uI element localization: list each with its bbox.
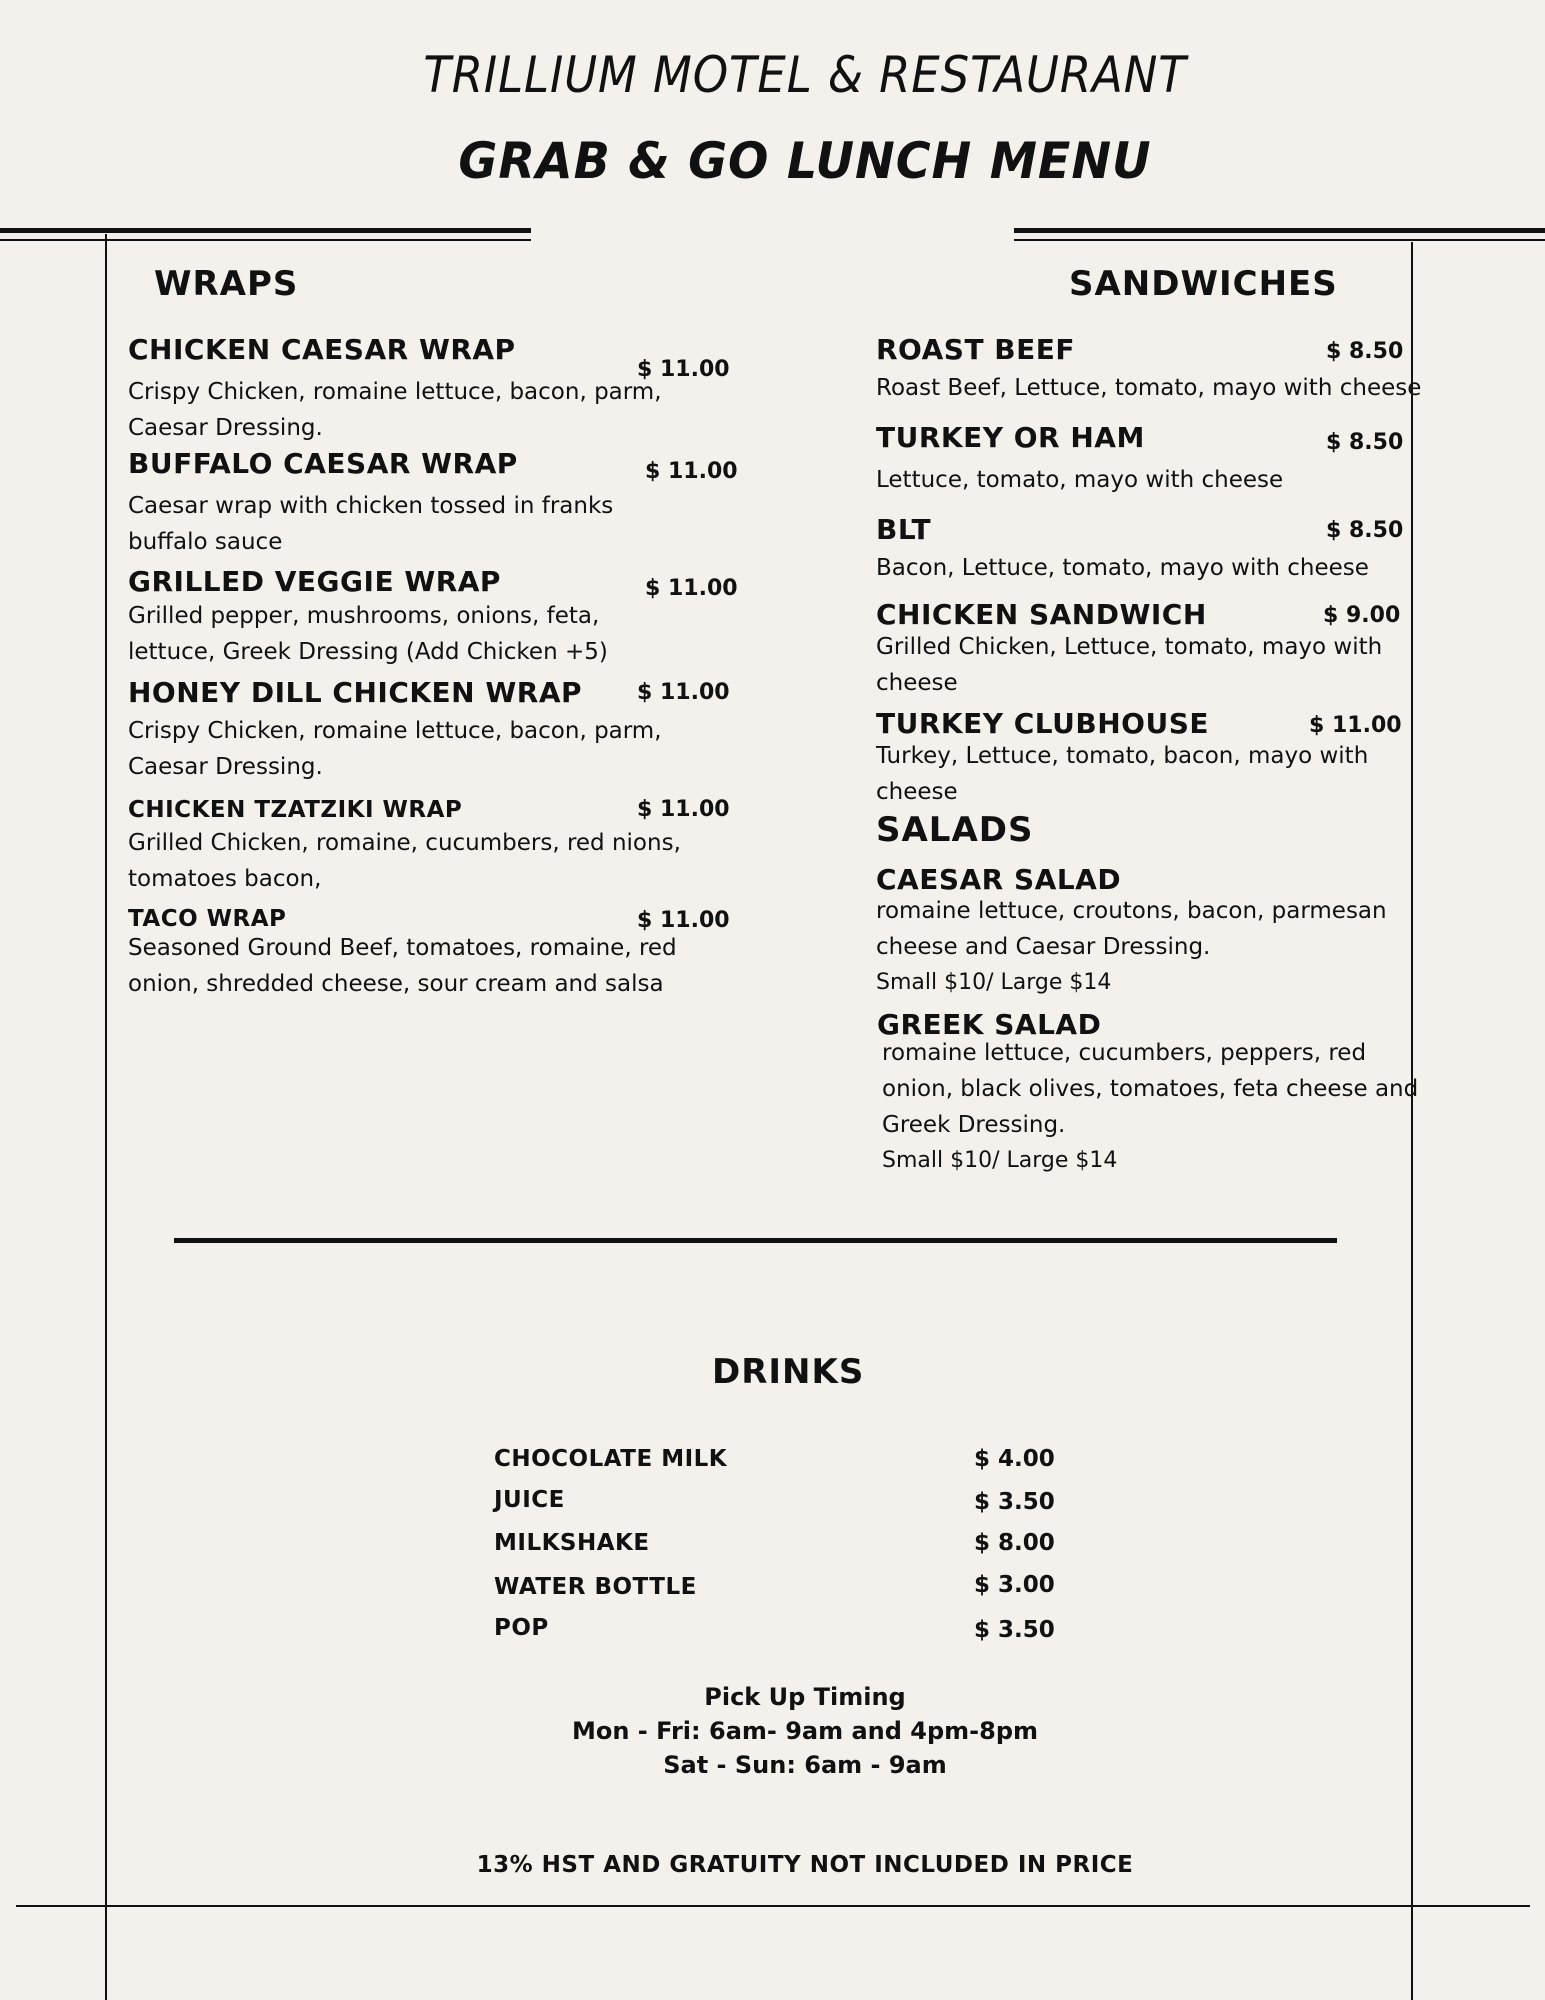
item-desc: cheese and Caesar Dressing.: [876, 934, 1211, 960]
item-desc: Crispy Chicken, romaine lettuce, bacon, parm,: [128, 718, 662, 744]
item-desc: Bacon, Lettuce, tomato, mayo with cheese: [876, 555, 1369, 581]
item-name: GREEK SALAD: [877, 1008, 1102, 1041]
item-name: CHICKEN SANDWICH: [876, 598, 1207, 631]
salads-heading: SALADS: [876, 810, 1034, 850]
item-price: $ 11.00: [645, 459, 738, 484]
item-price: $ 11.00: [637, 680, 730, 705]
item-desc: lettuce, Greek Dressing (Add Chicken +5): [128, 639, 608, 665]
item-price: $ 11.00: [637, 797, 730, 822]
item-desc: onion, black olives, tomatoes, feta cheese and: [882, 1076, 1419, 1102]
item-desc: Seasoned Ground Beef, tomatoes, romaine, red: [128, 935, 677, 961]
top-rule-left-thin: [0, 239, 531, 241]
pickup-weekend: Sat - Sun: 6am - 9am: [663, 1751, 947, 1779]
item-desc: cheese: [876, 670, 958, 696]
pickup-heading: Pick Up Timing: [704, 1683, 906, 1711]
tax-note: 13% HST AND GRATUITY NOT INCLUDED IN PRICE: [476, 1852, 1134, 1878]
item-desc: romaine lettuce, cucumbers, peppers, red: [882, 1040, 1367, 1066]
item-desc: Crispy Chicken, romaine lettuce, bacon, parm,: [128, 379, 662, 405]
drinks-heading: DRINKS: [712, 1352, 865, 1392]
drink-name: MILKSHAKE: [494, 1530, 650, 1556]
section-divider: [174, 1238, 1337, 1243]
item-desc: Lettuce, tomato, mayo with cheese: [876, 467, 1284, 493]
drink-price: $ 3.00: [974, 1572, 1055, 1598]
drink-name: JUICE: [494, 1487, 565, 1513]
drink-name: CHOCOLATE MILK: [494, 1446, 728, 1472]
sandwiches-heading: SANDWICHES: [1069, 264, 1338, 304]
item-desc: Roast Beef, Lettuce, tomato, mayo with cheese: [876, 375, 1422, 401]
drink-price: $ 4.00: [974, 1446, 1055, 1472]
restaurant-name: TRILLIUM MOTEL & RESTAURANT: [423, 46, 1187, 104]
item-desc: Grilled pepper, mushrooms, onions, feta,: [128, 603, 600, 629]
item-name: TURKEY CLUBHOUSE: [876, 707, 1209, 740]
item-price: $ 8.50: [1326, 430, 1404, 455]
item-name: GRILLED VEGGIE WRAP: [128, 565, 501, 598]
top-rule-left-thick: [0, 228, 531, 233]
menu-title: GRAB & GO LUNCH MENU: [458, 132, 1152, 190]
item-name: BLT: [876, 513, 932, 546]
drink-name: POP: [494, 1615, 549, 1641]
top-rule-right-thin: [1014, 239, 1545, 241]
drink-price: $ 8.00: [974, 1530, 1055, 1556]
item-name: CAESAR SALAD: [876, 863, 1122, 896]
item-name: ROAST BEEF: [876, 333, 1076, 366]
item-desc: Small $10/ Large $14: [876, 970, 1112, 995]
wraps-heading: WRAPS: [154, 264, 299, 304]
item-desc: tomatoes bacon,: [128, 866, 322, 892]
item-name: CHICKEN TZATZIKI WRAP: [128, 797, 463, 823]
drink-price: $ 3.50: [974, 1489, 1055, 1515]
item-name: BUFFALO CAESAR WRAP: [128, 447, 518, 480]
item-price: $ 11.00: [645, 576, 738, 601]
drink-price: $ 3.50: [974, 1617, 1055, 1643]
top-rule-right-thick: [1014, 228, 1545, 233]
item-desc: cheese: [876, 779, 958, 805]
item-desc: Small $10/ Large $14: [882, 1148, 1118, 1173]
item-price: $ 8.50: [1326, 339, 1404, 364]
item-desc: Grilled Chicken, Lettuce, tomato, mayo with: [876, 634, 1383, 660]
item-price: $ 9.00: [1323, 603, 1401, 628]
item-desc: Caesar Dressing.: [128, 415, 323, 441]
pickup-weekday: Mon - Fri: 6am- 9am and 4pm-8pm: [571, 1717, 1039, 1745]
item-desc: Caesar wrap with chicken tossed in franks: [128, 493, 614, 519]
item-desc: Turkey, Lettuce, tomato, bacon, mayo with: [876, 743, 1369, 769]
item-desc: romaine lettuce, croutons, bacon, parmesan: [876, 898, 1387, 924]
item-name: TACO WRAP: [128, 906, 287, 932]
item-name: HONEY DILL CHICKEN WRAP: [128, 676, 583, 709]
item-price: $ 11.00: [637, 908, 730, 933]
item-desc: buffalo sauce: [128, 529, 283, 555]
item-price: $ 11.00: [1309, 713, 1402, 738]
drink-name: WATER BOTTLE: [494, 1574, 697, 1600]
item-price: $ 11.00: [637, 357, 730, 382]
item-desc: Caesar Dressing.: [128, 754, 323, 780]
item-desc: Greek Dressing.: [882, 1112, 1066, 1138]
item-desc: onion, shredded cheese, sour cream and salsa: [128, 971, 664, 997]
item-name: TURKEY OR HAM: [876, 421, 1145, 454]
item-desc: Grilled Chicken, romaine, cucumbers, red nions,: [128, 830, 681, 856]
item-price: $ 8.50: [1326, 518, 1404, 543]
item-name: CHICKEN CAESAR WRAP: [128, 333, 516, 366]
bottom-rule: [16, 1905, 1530, 1907]
